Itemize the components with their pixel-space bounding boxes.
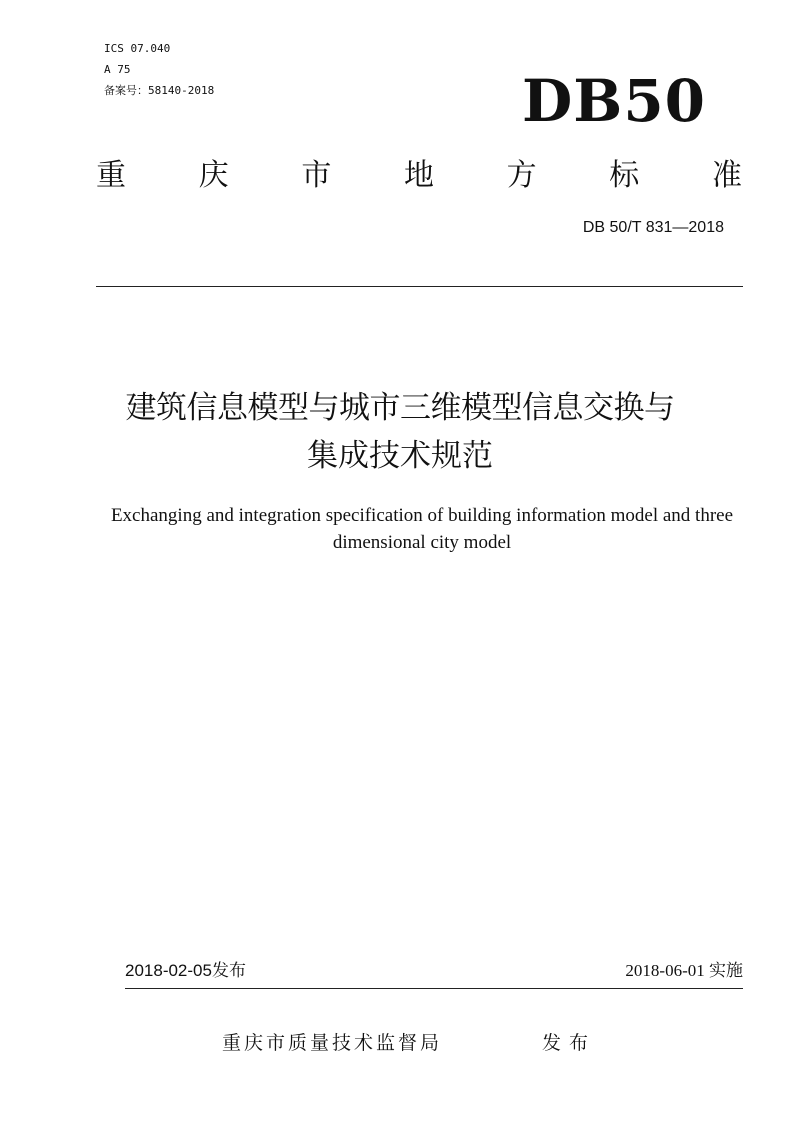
ics-code: ICS 07.040 xyxy=(104,42,171,55)
implement-date-block xyxy=(625,960,743,982)
publish-label: 发布 xyxy=(542,1032,597,1054)
classification-code: A 75 xyxy=(104,63,131,76)
issue-label: 发布 xyxy=(211,961,246,981)
issuing-authority: 重庆市质量技术监督局 xyxy=(222,1032,443,1054)
standard-type-char: 准 xyxy=(711,158,742,193)
standard-type-char: 市 xyxy=(301,158,332,193)
standard-type-char: 方 xyxy=(506,158,537,193)
issue-date-block xyxy=(125,960,246,982)
standard-type-char: 标 xyxy=(609,158,640,193)
title-en-line2: dimensional city model xyxy=(332,532,512,553)
title-zh-line2: 集成技术规范 xyxy=(307,438,493,474)
title-en-line1: Exchanging and integration specification of building information model and three xyxy=(110,505,734,526)
implement-date: 2018-06-01 xyxy=(625,961,705,980)
filing-number: 备案号：58140-2018 xyxy=(104,84,215,97)
issue-date: 2018-02-05 xyxy=(125,961,212,980)
implement-label: 实施 xyxy=(709,961,743,981)
standard-type-char: 重 xyxy=(96,158,126,193)
bottom-divider xyxy=(125,988,743,989)
standard-type-char: 庆 xyxy=(198,158,229,193)
standard-type-char: 地 xyxy=(403,158,434,193)
standard-type-title xyxy=(96,156,742,196)
title-zh-line1: 建筑信息模型与城市三维模型信息交换与 xyxy=(125,390,675,426)
standard-number: DB 50/T 831—2018 xyxy=(582,219,724,236)
top-divider xyxy=(96,286,743,287)
standard-code-logo: DB50 xyxy=(522,67,707,135)
